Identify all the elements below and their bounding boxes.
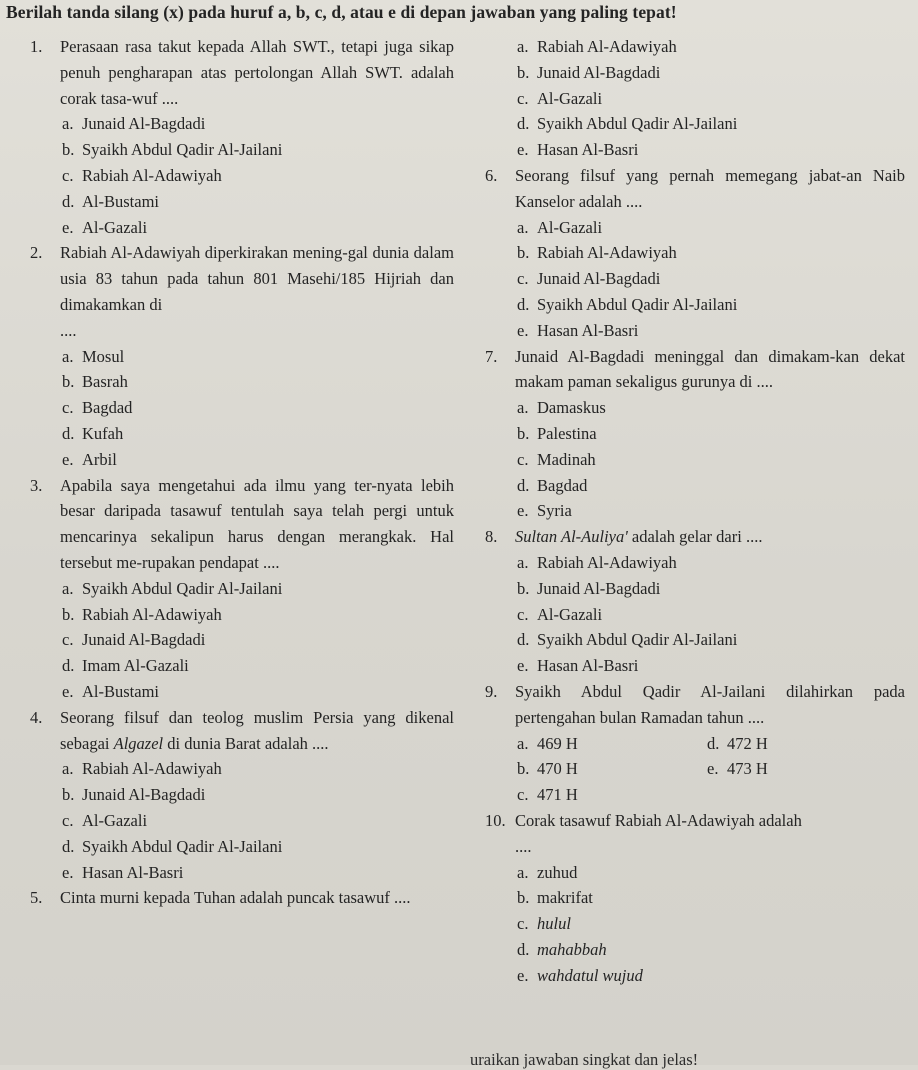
option-b[interactable]: b. Junaid Al-Bagdadi <box>517 62 661 82</box>
question-9 <box>485 679 905 808</box>
option-d[interactable]: d. Syaikh Abdul Qadir Al-Jailani <box>517 294 738 314</box>
question-2 <box>30 240 454 472</box>
question-text: Junaid Al-Bagdadi meninggal dan dimakam-kan dekat makam paman sekaligus gurunya di .... <box>515 346 905 392</box>
question-continued-options <box>485 34 905 163</box>
option-d[interactable]: d. Imam Al-Gazali <box>62 656 189 676</box>
question-text: Seorang filsuf yang pernah memegang jabat-an Naib Kanselor adalah .... <box>515 165 905 211</box>
option-b[interactable]: b. Junaid Al-Bagdadi <box>62 785 206 805</box>
option-d[interactable]: d. Bagdad <box>517 475 588 495</box>
question-number: 5. <box>30 888 43 908</box>
option-b[interactable]: b. Junaid Al-Bagdadi <box>517 578 661 598</box>
option-e[interactable]: e. Al-Gazali <box>62 217 148 237</box>
question-number: 1. <box>30 37 43 56</box>
question-8 <box>485 524 905 679</box>
option-b[interactable]: b. makrifat <box>517 888 593 908</box>
option-d[interactable]: d. Syaikh Abdul Qadir Al-Jailani <box>62 836 283 856</box>
option-c[interactable]: c. Rabiah Al-Adawiyah <box>62 165 222 185</box>
question-text-italic: Sultan Al-Auliya' <box>515 527 628 547</box>
cutoff-text: uraikan jawaban singkat dan jelas! <box>470 1050 699 1069</box>
option-e[interactable]: e. wahdatul wujud <box>517 965 643 985</box>
question-4 <box>30 705 454 886</box>
option-e[interactable]: e. Arbil <box>62 449 117 469</box>
option-c[interactable]: c. 471 H <box>517 785 578 805</box>
question-5 <box>30 885 454 911</box>
option-a[interactable]: a. zuhud <box>517 862 578 882</box>
question-6 <box>485 163 905 344</box>
question-text: Rabiah Al-Adawiyah diperkirakan mening-gal dunia dalam usia 83 tahun pada tahun 801 Masehi/185 Hijriah dan dimakamkan di <box>60 243 454 314</box>
option-e[interactable]: e. Syria <box>517 501 572 521</box>
question-text-tail: .... <box>515 836 532 856</box>
option-e[interactable]: e. Al-Bustami <box>62 681 159 701</box>
option-d[interactable]: d. mahabbah <box>517 939 607 959</box>
question-3 <box>30 473 454 705</box>
question-text: Perasaan rasa takut kepada Allah SWT., tetapi juga sikap penuh pengharapan atas pertolongan Allah SWT. adalah corak tasa-wuf .... <box>60 37 454 108</box>
option-d[interactable]: d. Syaikh Abdul Qadir Al-Jailani <box>517 114 738 134</box>
option-e[interactable]: e. Hasan Al-Basri <box>62 862 184 882</box>
question-text-end: di dunia Barat adalah .... <box>163 733 329 753</box>
question-number: 3. <box>30 475 43 495</box>
option-b[interactable]: b. 470 H <box>517 759 578 779</box>
option-a[interactable]: a. 469 H <box>517 733 578 753</box>
instruction-text: Berilah tanda silang (x) pada huruf a, b, c, d, atau e di depan jawaban yang paling tepat! <box>6 2 677 22</box>
option-b[interactable]: b. Basrah <box>62 372 128 392</box>
question-10 <box>485 808 905 989</box>
question-text: Apabila saya mengetahui ada ilmu yang ter-nyata lebih besar daripada tasawuf tentulah saya telah pergi untuk mencarinya sekalipun harus dengan merangkak. Hal tersebut me-rupakan pendapat .... <box>60 475 454 572</box>
question-7 <box>485 344 905 525</box>
options-grid <box>485 731 905 808</box>
option-d[interactable]: d. 472 H <box>707 733 768 753</box>
left-column <box>30 34 454 911</box>
option-c[interactable]: c. Junaid Al-Bagdadi <box>517 269 661 289</box>
question-text: adalah gelar dari .... <box>627 527 763 547</box>
option-a[interactable]: a. Junaid Al-Bagdadi <box>62 114 206 134</box>
option-a[interactable]: a. Rabiah Al-Adawiyah <box>517 552 677 572</box>
question-text: Corak tasawuf Rabiah Al-Adawiyah adalah <box>515 810 802 830</box>
option-a[interactable]: a. Syaikh Abdul Qadir Al-Jailani <box>62 578 283 598</box>
option-a[interactable]: a. Damaskus <box>517 398 606 418</box>
option-a[interactable]: a. Rabiah Al-Adawiyah <box>62 759 222 779</box>
option-e[interactable]: e. Hasan Al-Basri <box>517 140 639 160</box>
option-b[interactable]: b. Palestina <box>517 423 597 443</box>
question-number: 4. <box>30 707 43 727</box>
question-number: 2. <box>30 243 43 263</box>
option-d[interactable]: d. Kufah <box>62 423 124 443</box>
question-1 <box>30 34 454 240</box>
option-c[interactable]: c. Al-Gazali <box>517 88 603 108</box>
option-b[interactable]: b. Syaikh Abdul Qadir Al-Jailani <box>62 140 283 160</box>
option-a[interactable]: a. Rabiah Al-Adawiyah <box>517 37 677 56</box>
option-b[interactable]: b. Rabiah Al-Adawiyah <box>62 604 222 624</box>
option-d[interactable]: d. Syaikh Abdul Qadir Al-Jailani <box>517 630 738 650</box>
option-c[interactable]: c. Al-Gazali <box>517 604 603 624</box>
question-text: Seorang filsuf dan teolog muslim Persia yang dikenal sebagai <box>60 707 454 753</box>
question-text-tail: .... <box>60 320 77 340</box>
right-column <box>485 34 905 988</box>
option-b[interactable]: b. Rabiah Al-Adawiyah <box>517 243 677 263</box>
question-number: 8. <box>485 527 498 547</box>
option-c[interactable]: c. Bagdad <box>62 398 133 418</box>
question-number: 9. <box>485 681 498 701</box>
option-e[interactable]: e. 473 H <box>707 759 768 779</box>
question-number: 7. <box>485 346 498 366</box>
option-e[interactable]: e. Hasan Al-Basri <box>517 320 639 340</box>
option-a[interactable]: a. Al-Gazali <box>517 217 603 237</box>
option-c[interactable]: c. Al-Gazali <box>62 810 148 830</box>
option-d[interactable]: d. Al-Bustami <box>62 191 159 211</box>
option-c[interactable]: c. Madinah <box>517 449 596 469</box>
question-number: 10. <box>485 810 506 830</box>
option-a[interactable]: a. Mosul <box>62 346 125 366</box>
option-c[interactable]: c. hulul <box>517 914 571 934</box>
option-c[interactable]: c. Junaid Al-Bagdadi <box>62 630 206 650</box>
question-text: Syaikh Abdul Qadir Al-Jailani dilahirkan pada pertengahan bulan Ramadan tahun .... <box>515 681 905 727</box>
question-text-italic: Algazel <box>113 733 164 753</box>
option-e[interactable]: e. Hasan Al-Basri <box>517 656 639 676</box>
question-text: Cinta murni kepada Tuhan adalah puncak tasawuf .... <box>60 888 411 908</box>
question-number: 6. <box>485 165 498 185</box>
